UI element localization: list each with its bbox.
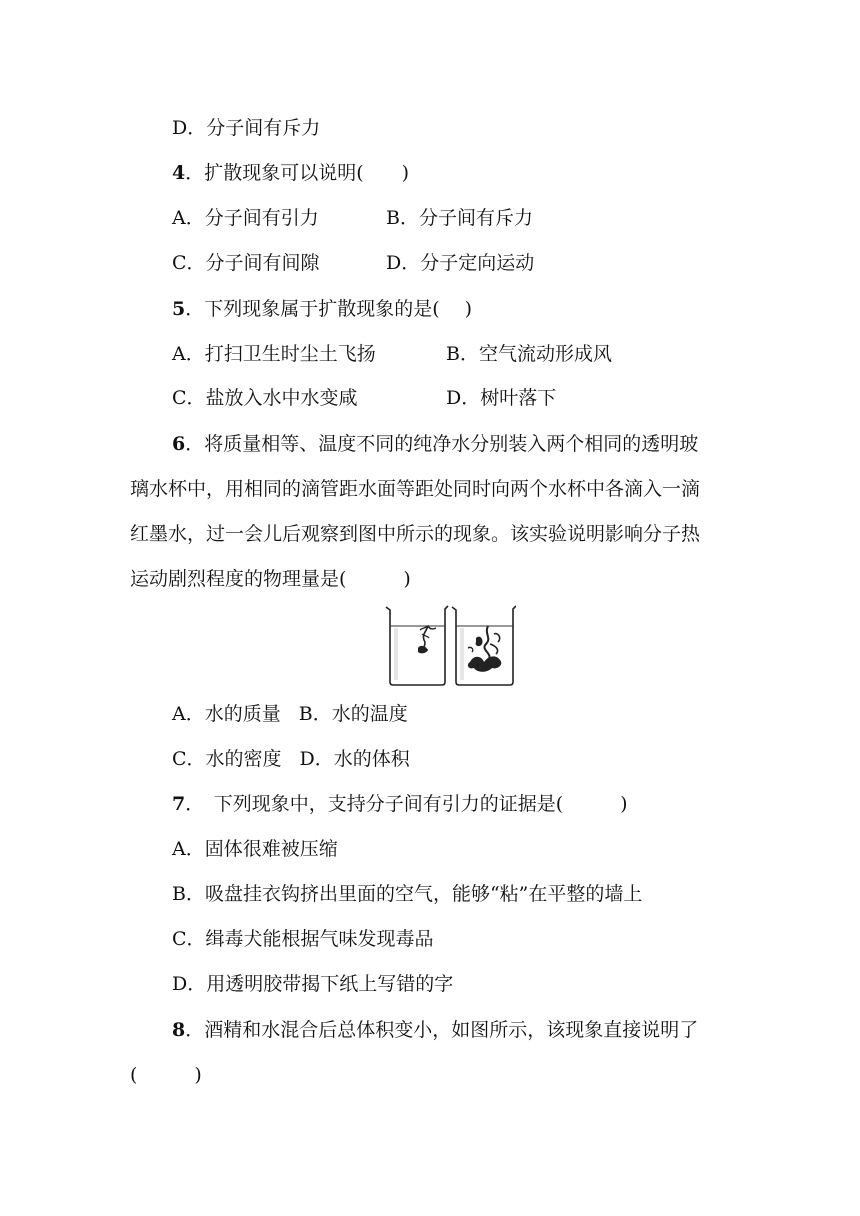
q6-options-row-1 — [172, 702, 408, 726]
question-6-line-3: 红墨水，过一会儿后观察到图中所示的现象。该实验说明影响分子热 — [130, 523, 701, 545]
q6-option-c: C．水的密度 — [172, 748, 282, 770]
q7-option-b: B．吸盘挂衣钩挤出里面的空气，能够“粘”在平整的墙上 — [172, 883, 643, 905]
q6-option-b: B．水的温度 — [298, 703, 408, 725]
q5-option-d: D．树叶落下 — [446, 387, 557, 409]
question-7-text: ． 下列现象中，支持分子间有引力的证据是( ) — [185, 793, 628, 815]
q4-option-a: A．分子间有引力 — [172, 207, 319, 229]
q7-option-a: A．固体很难被压缩 — [172, 838, 338, 860]
question-8-line-1 — [172, 1018, 698, 1042]
q5-option-b: B．空气流动形成风 — [446, 343, 612, 365]
question-8-line-2: ( ) — [130, 1064, 202, 1086]
question-5-text: ．下列现象属于扩散现象的是( ) — [185, 298, 473, 320]
question-7-stem — [172, 792, 628, 816]
question-5-number: 5 — [172, 298, 186, 320]
question-8-number: 8 — [172, 1019, 186, 1041]
q5-option-c: C．盐放入水中水变咸 — [172, 387, 358, 409]
question-4-number: 4 — [172, 162, 186, 184]
q7-option-c: C．缉毒犬能根据气味发现毒品 — [172, 928, 434, 950]
q6-option-d: D．水的体积 — [299, 748, 410, 770]
cold-water-beaker — [386, 606, 448, 685]
beakers-figure — [384, 604, 516, 686]
question-8-text-1: ．酒精和水混合后总体积变小，如图所示，该现象直接说明了 — [185, 1019, 699, 1041]
question-6-text-1: ．将质量相等、温度不同的纯净水分别装入两个相同的透明玻 — [185, 433, 699, 455]
question-6-line-4: 运动剧烈程度的物理量是( ) — [130, 568, 411, 590]
question-6-line-1 — [172, 432, 698, 456]
q4-option-b: B．分子间有斥力 — [386, 207, 533, 229]
question-6-number: 6 — [172, 433, 186, 455]
q3-option-d: D．分子间有斥力 — [172, 117, 321, 139]
question-4-stem — [172, 161, 409, 185]
question-4-text: ．扩散现象可以说明( ) — [185, 162, 410, 184]
q4-option-c: C．分子间有间隙 — [172, 252, 320, 274]
q6-option-a: A．水的质量 — [172, 703, 281, 725]
q4-option-d: D．分子定向运动 — [386, 252, 535, 274]
question-6-line-2: 璃水杯中，用相同的滴管距水面等距处同时向两个水杯中各滴入一滴 — [130, 478, 701, 500]
hot-water-beaker — [452, 606, 516, 685]
q7-option-d: D．用透明胶带揭下纸上写错的字 — [172, 973, 454, 995]
q5-option-a: A．打扫卫生时尘土飞扬 — [172, 343, 376, 365]
question-5-stem — [172, 297, 472, 321]
question-7-number: 7 — [172, 793, 186, 815]
q6-options-row-2 — [172, 747, 410, 771]
